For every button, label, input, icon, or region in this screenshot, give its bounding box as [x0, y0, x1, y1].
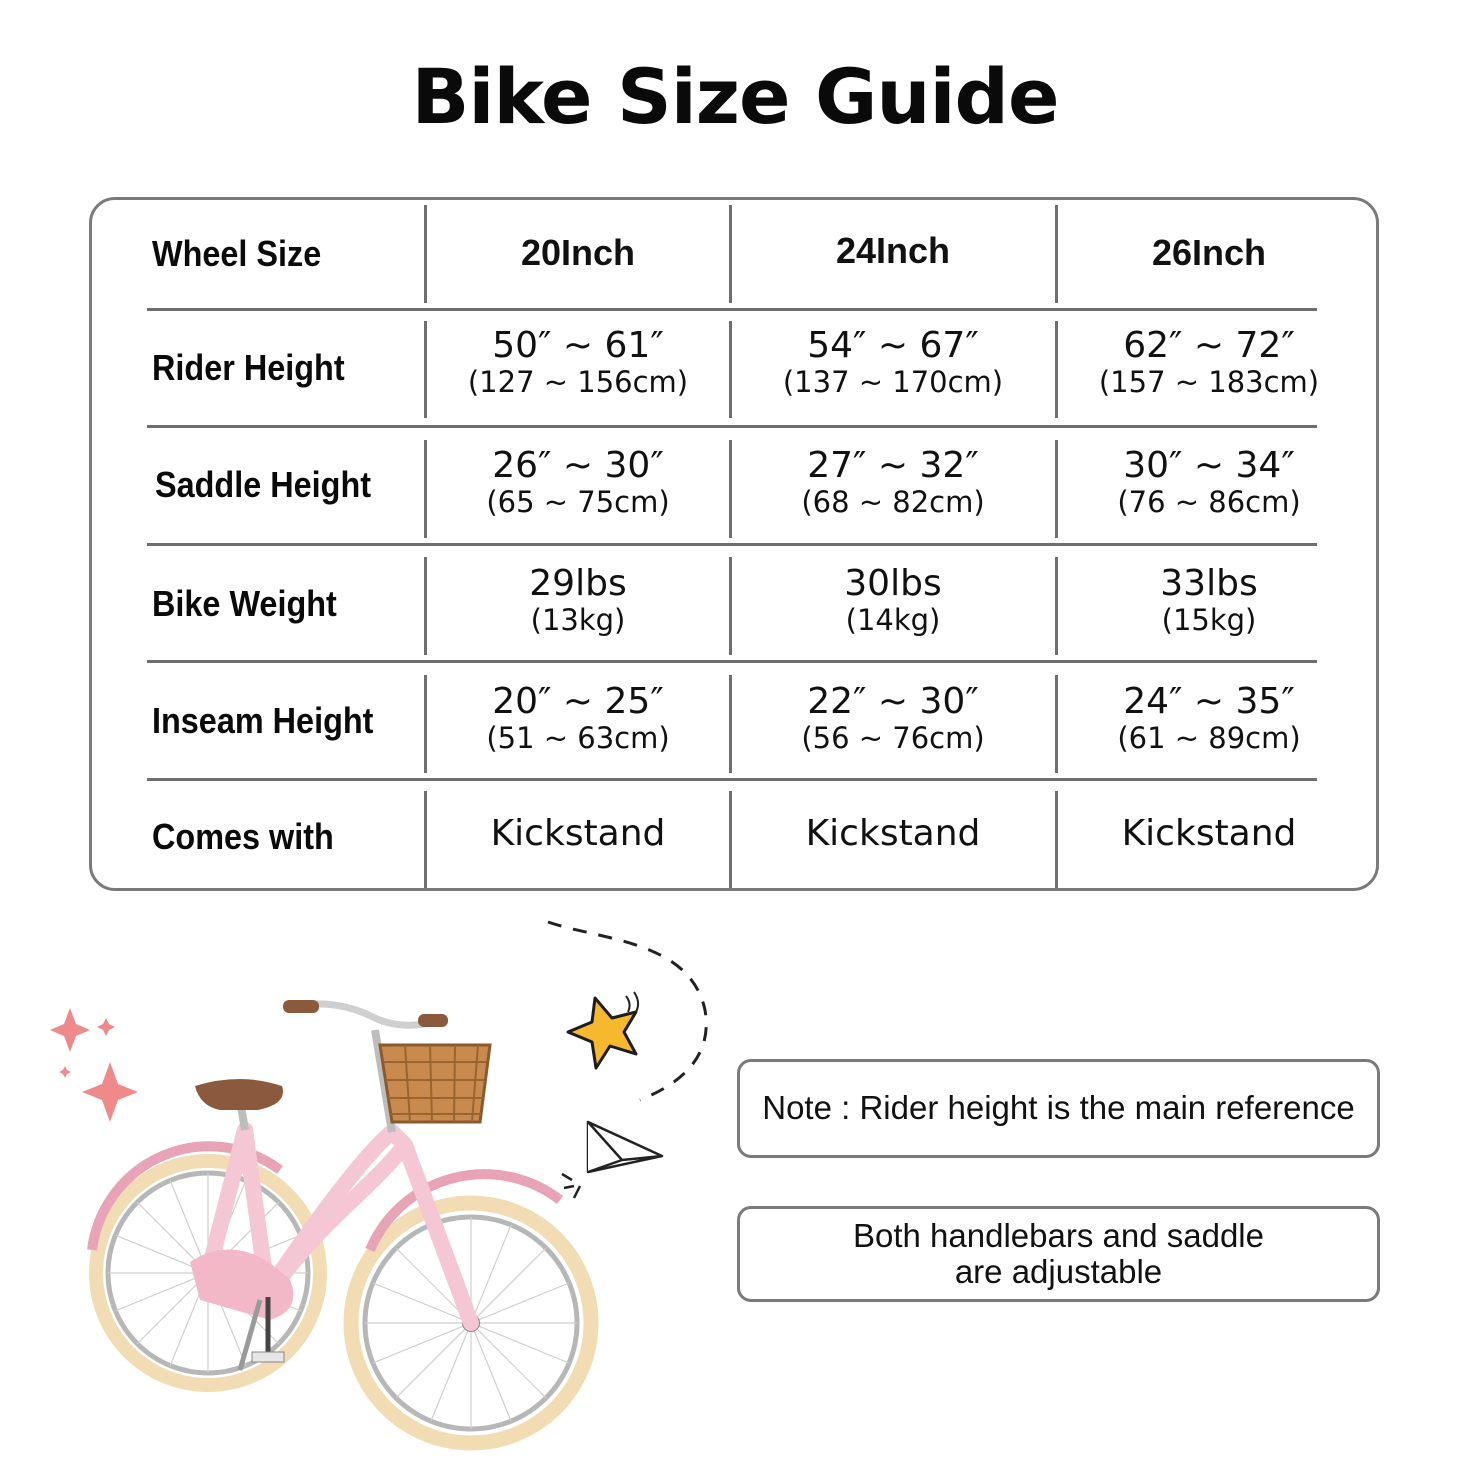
- table-cell: [428, 445, 728, 519]
- cell-value: 30lbs: [844, 563, 942, 604]
- row-label: Bike Weight: [152, 583, 337, 624]
- note-rider-height: [737, 1059, 1380, 1158]
- row-divider: [147, 778, 1317, 781]
- cell-metric: (15kg): [1161, 603, 1257, 637]
- column-header: [428, 232, 728, 273]
- column-divider: [1055, 205, 1058, 303]
- table-cell: [733, 563, 1053, 637]
- table-cell: [1059, 445, 1359, 519]
- cell-value: 22″ ~ 30″: [807, 681, 979, 722]
- column-divider: [424, 557, 427, 655]
- handlebar-grip: [418, 1014, 448, 1027]
- note-text: Note : Rider height is the main reference: [762, 1089, 1355, 1127]
- column-header-text: 20Inch: [520, 232, 636, 273]
- cell-value: Kickstand: [805, 813, 981, 854]
- paper-plane-icon: [562, 1122, 662, 1198]
- chain-guard: [190, 1250, 293, 1320]
- row-label: Saddle Height: [155, 464, 372, 505]
- cell-value: 27″ ~ 32″: [807, 445, 979, 486]
- cell-metric: (65 ~ 75cm): [486, 485, 670, 519]
- cell-metric: (14kg): [845, 603, 941, 637]
- column-divider: [424, 440, 427, 538]
- row-divider: [147, 308, 1317, 311]
- table-cell: [428, 325, 728, 399]
- row-label: Comes with: [152, 816, 334, 857]
- table-cell: [1059, 681, 1359, 755]
- column-divider: [729, 321, 732, 418]
- cell-metric: (13kg): [530, 603, 626, 637]
- column-divider: [1055, 440, 1058, 538]
- cell-metric: (51 ~ 63cm): [486, 721, 670, 755]
- table-cell: [1059, 813, 1359, 854]
- cell-value: Kickstand: [490, 813, 666, 854]
- cell-metric: (127 ~ 156cm): [467, 365, 689, 399]
- header-label: Wheel Size: [152, 233, 322, 274]
- column-divider: [729, 205, 732, 303]
- table-cell: [733, 813, 1053, 854]
- cell-value: 29lbs: [529, 563, 627, 604]
- column-header: [733, 230, 1053, 271]
- pedal: [252, 1352, 284, 1362]
- column-divider: [1055, 675, 1058, 773]
- column-divider: [424, 675, 427, 773]
- column-divider: [424, 791, 427, 888]
- note-text-line2: are adjustable: [954, 1253, 1163, 1290]
- basket: [380, 1045, 490, 1122]
- cell-metric: (76 ~ 86cm): [1117, 485, 1301, 519]
- row-divider: [147, 543, 1317, 546]
- cell-metric: (137 ~ 170cm): [782, 365, 1004, 399]
- flight-path-line: [548, 922, 706, 1100]
- cell-value: 24″ ~ 35″: [1123, 681, 1295, 722]
- column-divider: [729, 440, 732, 538]
- column-divider: [1055, 321, 1058, 418]
- column-divider: [729, 791, 732, 888]
- cell-value: 54″ ~ 67″: [807, 325, 979, 366]
- note-text-line1: Both handlebars and saddle: [853, 1216, 1264, 1254]
- column-divider: [729, 675, 732, 773]
- sparkle-icon: [50, 1008, 138, 1122]
- row-divider: [147, 425, 1317, 428]
- cell-value: 50″ ~ 61″: [492, 325, 664, 366]
- cell-value: 33lbs: [1160, 563, 1258, 604]
- table-cell: [733, 325, 1053, 399]
- column-divider: [1055, 557, 1058, 655]
- table-cell: [733, 445, 1053, 519]
- cell-value: 30″ ~ 34″: [1123, 445, 1295, 486]
- table-cell: [428, 681, 728, 755]
- table-cell: [428, 813, 728, 854]
- note-adjustable: [737, 1206, 1380, 1302]
- row-label: Inseam Height: [152, 700, 374, 741]
- table-cell: [1059, 563, 1359, 637]
- row-divider: [147, 660, 1317, 663]
- column-header-text: 24Inch: [835, 230, 951, 271]
- column-divider: [424, 205, 427, 303]
- row-label: Rider Height: [152, 347, 345, 388]
- column-divider: [424, 321, 427, 418]
- cell-value: Kickstand: [1121, 813, 1297, 854]
- cell-metric: (68 ~ 82cm): [801, 485, 985, 519]
- cell-metric: (157 ~ 183cm): [1098, 365, 1320, 399]
- column-header: [1059, 232, 1359, 273]
- table-cell: [428, 563, 728, 637]
- star-icon: [568, 992, 638, 1068]
- column-header-text: 26Inch: [1151, 232, 1267, 273]
- saddle: [195, 1079, 283, 1110]
- cell-value: 62″ ~ 72″: [1123, 325, 1295, 366]
- table-cell: [733, 681, 1053, 755]
- cell-value: 26″ ~ 30″: [492, 445, 664, 486]
- handlebar-grip: [283, 1000, 319, 1013]
- table-cell: [1059, 325, 1359, 399]
- column-divider: [1055, 791, 1058, 888]
- page-title: Bike Size Guide: [411, 52, 1059, 141]
- cell-metric: (61 ~ 89cm): [1117, 721, 1301, 755]
- bike-illustration: [40, 900, 740, 1460]
- handlebar: [300, 1004, 435, 1025]
- size-guide-table: [89, 197, 1379, 891]
- cell-metric: (56 ~ 76cm): [801, 721, 985, 755]
- column-divider: [729, 557, 732, 655]
- cell-value: 20″ ~ 25″: [492, 681, 664, 722]
